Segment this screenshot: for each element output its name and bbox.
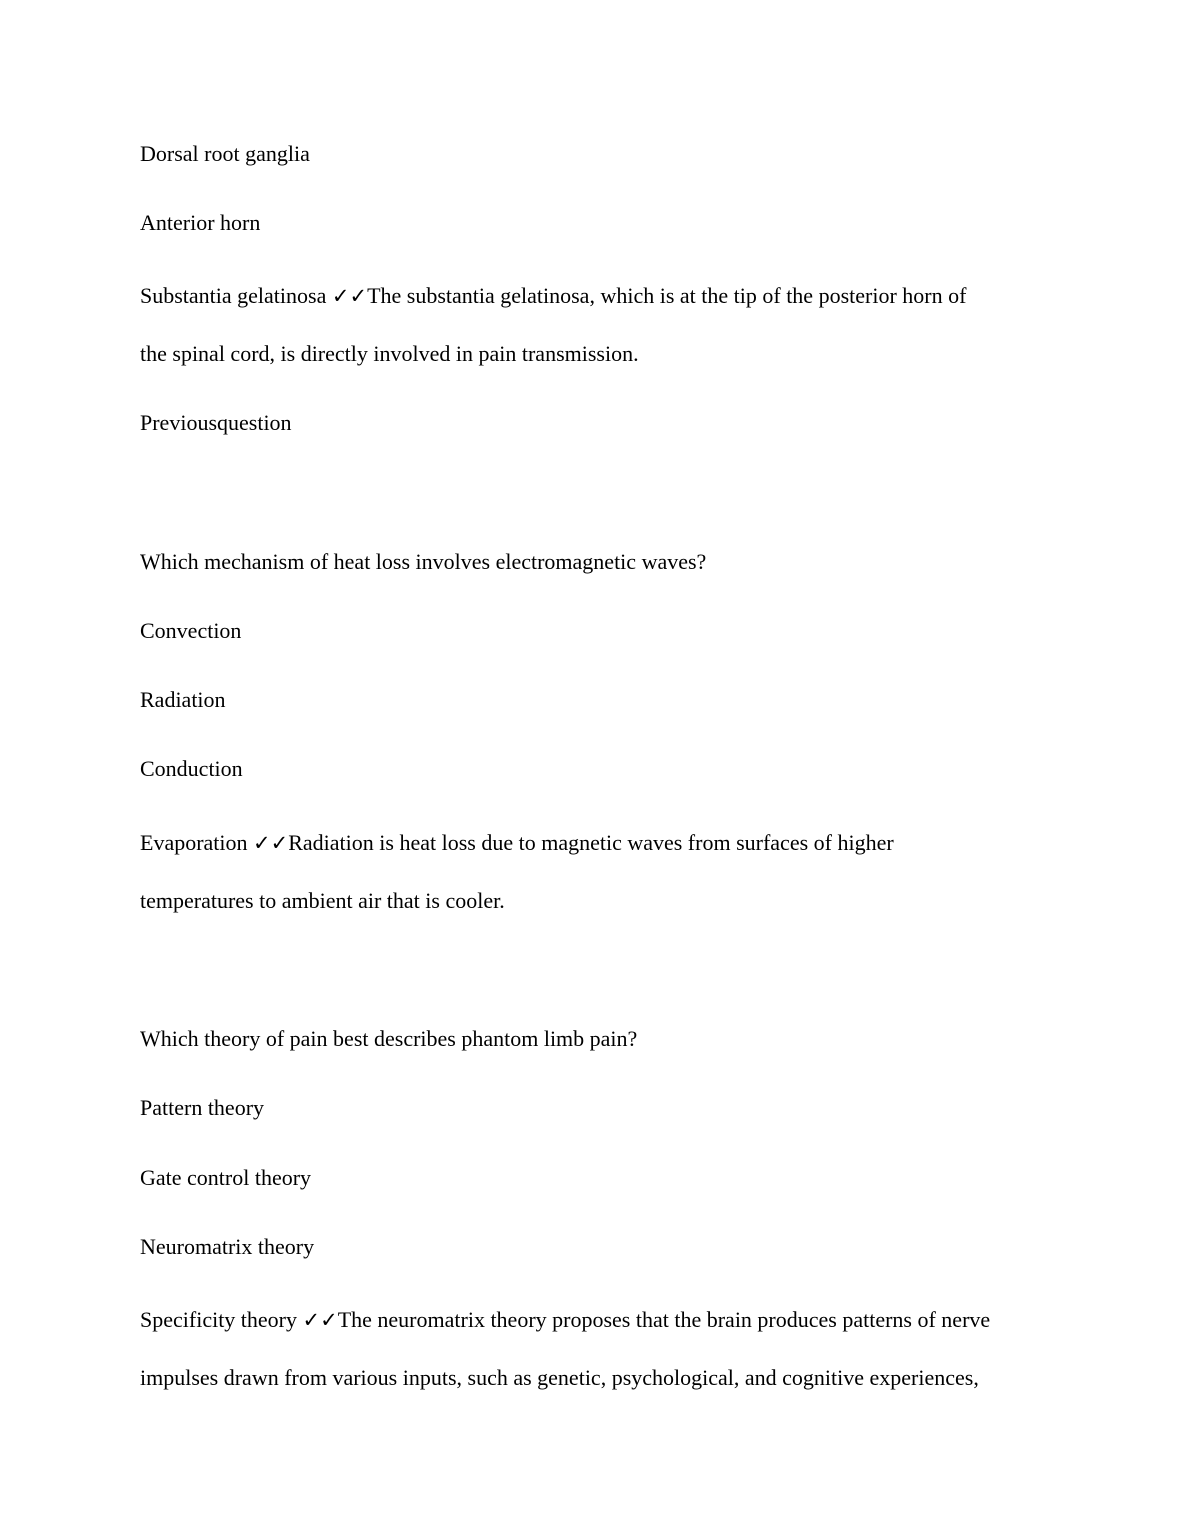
answer-with-rationale: [140, 283, 966, 309]
checkmark-icon: ✓✓: [331, 284, 368, 308]
answer-option: Gate control theory: [140, 1165, 312, 1190]
answer-option: Conduction: [140, 756, 243, 781]
rationale-text: Radiation is heat loss due to magnetic waves from surfaces of higher: [288, 830, 894, 855]
answer-option-text: Substantia gelatinosa: [140, 283, 332, 308]
question-text: Which theory of pain best describes phantom limb pain?: [140, 1026, 638, 1051]
rationale-continuation: temperatures to ambient air that is cooler.: [140, 888, 505, 913]
answer-option: Neuromatrix theory: [140, 1234, 315, 1259]
previous-question-label: Previousquestion: [140, 410, 292, 435]
rationale-text: The neuromatrix theory proposes that the brain produces patterns of nerve: [337, 1307, 991, 1332]
answer-with-rationale: [140, 1307, 990, 1333]
answer-with-rationale: [140, 830, 894, 856]
rationale-continuation: the spinal cord, is directly involved in pain transmission.: [140, 341, 639, 366]
answer-option: Convection: [140, 618, 242, 643]
question-text: Which mechanism of heat loss involves electromagnetic waves?: [140, 549, 707, 574]
checkmark-icon: ✓✓: [253, 831, 289, 855]
answer-option: Anterior horn: [140, 210, 261, 235]
answer-option-text: Specificity theory: [140, 1307, 303, 1332]
answer-option: Radiation: [140, 687, 226, 712]
rationale-text: The substantia gelatinosa, which is at the tip of the posterior horn of: [367, 283, 967, 308]
checkmark-icon: ✓✓: [302, 1308, 338, 1332]
answer-option: Pattern theory: [140, 1095, 265, 1120]
answer-option-text: Evaporation: [140, 830, 254, 855]
answer-option: Dorsal root ganglia: [140, 141, 310, 166]
rationale-continuation: impulses drawn from various inputs, such as genetic, psychological, and cognitive experiences,: [140, 1365, 979, 1390]
